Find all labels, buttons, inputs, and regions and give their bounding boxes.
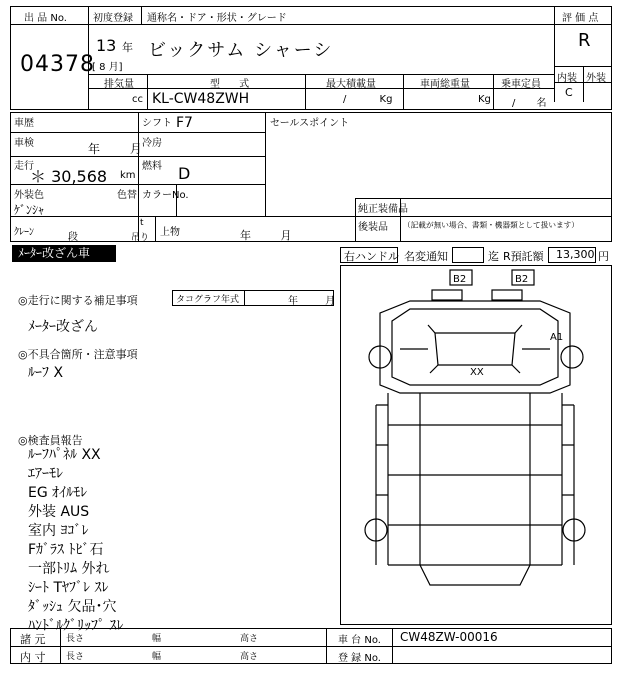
registration-year-unit: 年 xyxy=(122,41,133,54)
divider xyxy=(10,132,265,133)
model-code: KL-CW48ZWH xyxy=(152,91,250,107)
tachograph-label: タコグラフ年式 xyxy=(176,295,240,305)
recycle-value: 13,300 xyxy=(556,248,595,261)
damage-mark: B2 xyxy=(515,274,529,285)
divider xyxy=(10,216,612,217)
inspector-report-line: ｴｱｰﾓﾚ xyxy=(28,466,63,482)
height-label: 高さ xyxy=(240,634,259,644)
mileage-unit: km xyxy=(120,170,136,181)
exterior-color-label: 外装色 xyxy=(14,190,44,201)
divider xyxy=(265,112,266,216)
dimensions-label: 諸 元 xyxy=(20,633,46,646)
interior-dimensions-label: 内 寸 xyxy=(20,651,46,664)
cab-outline xyxy=(380,301,570,393)
genuine-equipment-label: 純正装備品 xyxy=(358,204,408,215)
right-mirror xyxy=(492,290,522,300)
model-name-label: 通称名・ドア・形状・グレード xyxy=(147,13,287,24)
divider xyxy=(244,290,245,306)
fuel-label: 燃料 xyxy=(142,161,162,172)
inspector-report-line: 一部ﾄﾘﾑ 外れ xyxy=(28,561,110,577)
steering-label: 右ハンドル xyxy=(344,250,399,263)
divider xyxy=(554,24,612,25)
mileage-label: 走行 xyxy=(14,161,34,172)
windshield xyxy=(435,333,515,365)
displacement-unit: cc xyxy=(132,94,143,105)
divider xyxy=(88,88,554,89)
crane-hoist-unit: 吊り xyxy=(131,233,150,243)
overall-score: R xyxy=(578,30,591,51)
damage-mark: A1 xyxy=(550,332,564,343)
length-label: 長さ xyxy=(66,634,85,644)
divider xyxy=(355,198,356,242)
tachograph-unit: 年 月 xyxy=(288,296,336,307)
inspector-report-line: ｼｰﾄ Tﾔﾌﾞﾚ ｽﾚ xyxy=(28,580,109,596)
registration-year: 13 xyxy=(96,36,117,55)
fuel-value: D xyxy=(178,164,191,183)
history-label: 車歴 xyxy=(14,118,34,129)
displacement-label: 排気量 xyxy=(104,79,134,90)
shift-label: シフト xyxy=(142,118,172,129)
inspector-report-list xyxy=(28,446,123,636)
lot-number: 04378 xyxy=(20,52,95,77)
truck-diagram xyxy=(340,265,612,625)
defects-text: ﾙｰﾌ X xyxy=(28,365,64,381)
divider xyxy=(155,216,156,242)
inspector-report-line: 外装 AUS xyxy=(28,504,90,520)
inspector-report-line: 室内 ﾖｺﾞﾚ xyxy=(28,523,89,539)
meter-tampered-badge: ﾒｰﾀｰ改ざん車 xyxy=(12,245,116,262)
capacity-unit: / 名 xyxy=(512,98,547,109)
mileage-value: ＊ 30,568 xyxy=(30,167,108,186)
model-name: ビックサム シャーシ xyxy=(148,40,334,61)
crane-stage-unit: 段 xyxy=(68,232,78,243)
inspector-report-line: ﾀﾞｯｼｭ 欠品･穴 xyxy=(28,599,117,615)
inspector-report-line: ﾊﾝﾄﾞﾙｸﾞﾘｯﾌﾟ ｽﾚ xyxy=(28,618,124,634)
chassis-frame xyxy=(388,393,562,565)
inspector-report-line: ﾙｰﾌﾊﾟﾈﾙ XX xyxy=(28,447,101,463)
passenger-capacity-label: 乗車定員 xyxy=(501,79,541,90)
inspector-report-line: Fｶﾞﾗｽ ﾄﾋﾞ石 xyxy=(28,542,104,558)
interior-score: C xyxy=(565,86,573,99)
height-label: 高さ xyxy=(240,652,259,662)
divider xyxy=(147,74,148,110)
max-load-label: 最大積載量 xyxy=(326,79,376,90)
divider xyxy=(88,74,554,75)
supplement-label: ◎走行に関する補足事項 xyxy=(18,294,138,307)
front-right-wheel xyxy=(561,346,583,368)
divider xyxy=(305,74,306,110)
shift-value: F7 xyxy=(176,115,193,131)
model-code-label: 型 式 xyxy=(210,79,258,90)
max-load-unit: / Kg xyxy=(343,94,393,105)
divider xyxy=(355,198,612,199)
inspection-unit: 年 月 xyxy=(88,142,142,156)
name-change-label: 名変通知 xyxy=(404,250,448,263)
left-mirror xyxy=(432,290,462,300)
divider xyxy=(141,6,142,24)
score-label: 評 価 点 xyxy=(562,13,599,24)
crane-ton-unit: t xyxy=(140,218,144,228)
color-change-label: 色替 xyxy=(117,190,137,201)
deadline-label: 迄 xyxy=(488,250,499,263)
lot-number-label: 出 品 No. xyxy=(24,13,67,24)
divider xyxy=(326,628,327,664)
damage-mark: XX xyxy=(470,367,484,378)
recycle-unit: 円 xyxy=(598,250,609,263)
exterior-score-label: 外装 xyxy=(586,73,606,84)
divider xyxy=(10,646,612,647)
divider xyxy=(88,24,554,25)
divider xyxy=(493,74,494,110)
upper-body-label: 上物 xyxy=(160,227,180,238)
length-label: 長さ xyxy=(66,652,85,662)
upper-body-unit: 年 月 xyxy=(240,229,292,242)
sales-point-label: セールスポイント xyxy=(270,118,350,129)
cooling-label: 冷房 xyxy=(142,138,162,149)
inspection-label: 車検 xyxy=(14,138,34,149)
width-label: 幅 xyxy=(152,634,162,644)
crane-label: ｸﾚｰﾝ xyxy=(14,227,34,238)
aftermarket-note: （記載が無い場合、書類・機器類として扱います） xyxy=(403,221,579,231)
width-label: 幅 xyxy=(152,652,162,662)
exterior-color-value: ｹﾞﾝｼｬ xyxy=(14,203,45,217)
divider xyxy=(392,628,393,664)
chassis-number: CW48ZW-00016 xyxy=(400,630,498,644)
divider xyxy=(10,24,88,25)
first-registration-label: 初度登録 xyxy=(93,13,133,24)
gross-weight-label: 車両総重量 xyxy=(420,79,470,90)
aftermarket-label: 後装品 xyxy=(358,222,388,233)
interior-score-label: 内装 xyxy=(557,73,577,84)
divider xyxy=(60,628,61,664)
color-code-label: カラーNo. xyxy=(142,190,189,201)
registration-month: [ 8 月] xyxy=(92,62,123,73)
recycle-label: R預託額 xyxy=(503,250,544,263)
damage-mark: B2 xyxy=(453,274,467,285)
inspector-report-label: ◎検査員報告 xyxy=(18,434,83,447)
divider xyxy=(554,6,555,102)
divider xyxy=(583,66,584,102)
gross-weight-unit: Kg xyxy=(478,94,491,105)
registration-number-label: 登 録 No. xyxy=(338,653,381,664)
defects-label: ◎不具合箇所・注意事項 xyxy=(18,348,138,361)
chassis-number-label: 車 台 No. xyxy=(338,635,381,646)
supplement-text: ﾒｰﾀｰ改ざん xyxy=(28,319,98,335)
inspector-report-line: EG ｵｲﾙﾓﾚ xyxy=(28,485,88,501)
name-change-box xyxy=(452,247,484,263)
divider xyxy=(403,74,404,110)
